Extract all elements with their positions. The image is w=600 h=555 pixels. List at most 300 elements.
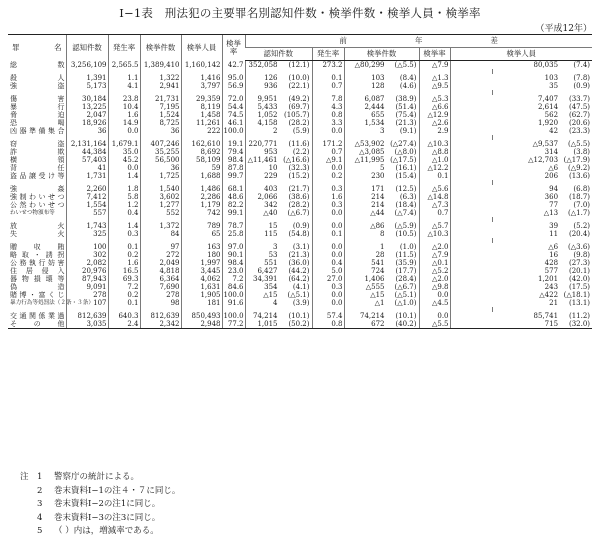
cell-recognized: 812,639 (66, 312, 108, 320)
cell-recognized: 44,384 (66, 148, 108, 156)
cell-recognized: 7,412 (66, 193, 108, 201)
table-row (8, 222, 592, 230)
cell-crime-name: そ の 他 (10, 320, 65, 328)
cell-diff-recognized-pct: (38.6) (288, 193, 310, 201)
cell-diff-cleared (344, 82, 419, 90)
cell-crime-name: 殺 人 (10, 74, 65, 82)
cell-recognized: 13,225 (66, 103, 108, 111)
cell-diff-arrested-pct: (27.3) (568, 259, 591, 267)
cell-diff-arrested (450, 156, 592, 164)
cell-recognized: 18,926 (66, 119, 108, 127)
cell-cleared: 4,818 (140, 267, 181, 275)
cell-cleared: 407,246 (140, 140, 181, 148)
cell-diff-recognized-value: 126 (264, 74, 278, 82)
table-row (8, 259, 592, 267)
cell-arrested: 29,359 (181, 95, 222, 103)
cell-diff-incidence: 4.3 (312, 103, 344, 111)
cell-diff-recognized-pct: (3.1) (292, 243, 310, 251)
cell-crime-name: 交通関係業過 (10, 312, 65, 320)
cell-diff-cleared-value: 8 (380, 230, 385, 238)
cell-clearance-rate: 77.2 (222, 320, 245, 329)
cell-diff-arrested-pct: (18.7) (568, 193, 591, 201)
cell-crime-name: 公然わいせつ (10, 201, 65, 209)
cell-diff-arrested-value: 206 (544, 172, 559, 180)
cell-diff-clearance-rate: △2.0 (419, 243, 450, 251)
header-diff-clearance-rate: 検挙率 (419, 48, 450, 61)
cell-clearance-rate: 23.0 (222, 267, 245, 275)
cell-diff-cleared (344, 111, 419, 119)
cell-diff-cleared-pct: (10.5) (395, 230, 417, 238)
cell-diff-arrested (450, 209, 592, 217)
cell-diff-clearance-rate: △10.3 (419, 230, 450, 238)
cell-diff-incidence: 57.4 (312, 312, 344, 320)
cell-crime-name: わいせつ物頒布等 (10, 210, 55, 216)
cell-diff-clearance-rate: △12.9 (419, 111, 450, 119)
cell-incidence: 1.6 (108, 259, 140, 267)
cell-diff-cleared-pct: (△5.5) (394, 61, 417, 69)
cell-diff-recognized (245, 291, 312, 299)
cell-diff-recognized-value: 9,951 (257, 95, 278, 103)
cell-clearance-rate: 72.0 (222, 95, 245, 103)
cell-cleared: 2,941 (140, 82, 181, 90)
cell-diff-arrested (450, 103, 592, 111)
cell-diff-recognized-value: 4,158 (257, 119, 278, 127)
cell-crime-name: 横 領 (10, 156, 65, 164)
cell-diff-clearance-rate: △2.0 (419, 275, 450, 283)
cell-diff-recognized (245, 222, 312, 230)
header-crime: 罪 名 (8, 35, 66, 61)
table-row (8, 193, 592, 201)
cell-diff-recognized (245, 172, 312, 180)
cell-clearance-rate: 90.1 (222, 251, 245, 259)
cell-incidence: 7.2 (108, 283, 140, 291)
cell-crime-name: 失 火 (10, 230, 65, 238)
cell-clearance-rate: 98.4 (222, 259, 245, 267)
cell-recognized: 3,035 (66, 320, 108, 329)
cell-diff-recognized-value: 4 (273, 299, 278, 307)
table-row (8, 267, 592, 275)
cell-diff-recognized (245, 283, 312, 291)
cell-diff-recognized-pct: (△6.7) (287, 209, 310, 217)
cell-diff-recognized (245, 185, 312, 193)
cell-diff-recognized-pct: (5.9) (292, 127, 310, 135)
cell-diff-recognized-value: 403 (264, 185, 278, 193)
cell-cleared: 1,389,410 (140, 61, 181, 70)
cell-diff-arrested-pct: (△18.1) (563, 291, 591, 299)
cell-diff-arrested-value: 314 (544, 148, 559, 156)
cell-diff-incidence: 0.0 (312, 251, 344, 259)
cell-recognized: 36 (66, 127, 108, 135)
cell-diff-cleared-value: △15 (370, 291, 385, 299)
era-label: （平成12年） (535, 24, 592, 34)
cell-diff-clearance-rate: △1.3 (419, 74, 450, 82)
cell-diff-clearance-rate: △12.2 (419, 164, 450, 172)
cell-arrested: 181 (181, 299, 222, 307)
cell-diff-cleared-value: 214 (371, 193, 385, 201)
cell-diff-clearance-rate: △4.5 (419, 299, 450, 307)
cell-cleared: 2,342 (140, 320, 181, 329)
cell-diff-cleared (344, 267, 419, 275)
cell-diff-cleared-value: △1 (374, 299, 385, 307)
cell-arrested: 742 (181, 209, 222, 217)
cell-incidence: 0.1 (108, 243, 140, 251)
cell-diff-recognized (245, 193, 312, 201)
cell-diff-recognized (245, 119, 312, 127)
cell-diff-arrested-pct: (△1.7) (568, 209, 591, 217)
cell-diff-clearance-rate: △7.3 (419, 201, 450, 209)
cell-arrested: 11,261 (181, 119, 222, 127)
cell-diff-arrested (450, 251, 592, 259)
cell-crime-name: 窃 盗 (10, 140, 65, 148)
cell-diff-recognized-value: 2,066 (257, 193, 278, 201)
table-row (8, 156, 592, 164)
cell-diff-arrested-value: △13 (543, 209, 559, 217)
cell-arrested: 8,692 (181, 148, 222, 156)
cell-diff-recognized-value: △40 (263, 209, 278, 217)
header-cleared: 検挙件数 (140, 35, 181, 61)
cell-clearance-rate: 74.5 (222, 111, 245, 119)
cell-diff-arrested-pct: (△5.5) (568, 140, 591, 148)
header-clearance-rate: 検挙率 (222, 35, 245, 61)
cell-diff-cleared-pct: (△7.4) (394, 209, 417, 217)
table-row (8, 243, 592, 251)
note-item: 注 1 警察庁の統計による。 (20, 472, 140, 482)
cell-clearance-rate: 100.0 (223, 312, 244, 320)
cell-arrested: 3,445 (181, 267, 222, 275)
cell-arrested: 1,160,142 (181, 61, 222, 70)
cell-diff-cleared (344, 127, 419, 135)
cell-diff-recognized (245, 320, 312, 329)
cell-diff-clearance-rate: △7.9 (419, 61, 450, 70)
cell-diff-cleared-pct: (8.4) (399, 74, 417, 82)
cell-diff-arrested-value: △6 (548, 243, 559, 251)
cell-diff-cleared-pct: (10.1) (395, 312, 417, 320)
cell-arrested: 2,948 (181, 320, 222, 329)
table-row (8, 127, 592, 135)
cell-clearance-rate: 56.9 (222, 82, 245, 90)
cell-cleared: 84 (140, 230, 181, 238)
cell-diff-clearance-rate: △5.3 (419, 95, 450, 103)
cell-diff-recognized (245, 74, 312, 82)
cell-diff-cleared-pct: (51.4) (395, 103, 417, 111)
cell-diff-incidence: 0.0 (312, 127, 344, 135)
cell-arrested: 65 (181, 230, 222, 238)
cell-diff-arrested-value: 577 (544, 267, 559, 275)
table-row (8, 74, 592, 82)
cell-diff-arrested (450, 82, 592, 90)
cell-diff-incidence: 0.1 (312, 230, 344, 238)
cell-diff-incidence: 0.0 (312, 291, 344, 299)
cell-arrested: 1,416 (181, 74, 222, 82)
cell-incidence: 1.2 (108, 201, 140, 209)
cell-recognized: 41 (66, 164, 108, 172)
cell-arrested: 162,610 (181, 140, 222, 148)
cell-diff-cleared (344, 259, 419, 267)
cell-crime-name: 放 火 (10, 222, 65, 230)
header-recognized: 認知件数 (66, 35, 108, 61)
cell-diff-cleared-pct: (16.1) (395, 164, 417, 172)
cell-diff-arrested-pct: (42.0) (568, 275, 591, 283)
cell-diff-arrested-pct: (33.7) (568, 95, 591, 103)
cell-diff-cleared (344, 148, 419, 156)
cell-diff-arrested (450, 164, 592, 172)
cell-diff-arrested-value: 39 (549, 222, 559, 230)
cell-cleared: 1,322 (140, 74, 181, 82)
table-body (8, 61, 592, 329)
cell-clearance-rate: 91.6 (222, 299, 245, 307)
cell-diff-arrested (450, 140, 592, 148)
cell-diff-cleared-pct: (35.9) (395, 259, 417, 267)
cell-diff-cleared-value: △44 (370, 209, 385, 217)
cell-diff-incidence: 7.8 (312, 95, 344, 103)
cell-diff-arrested (450, 243, 592, 251)
cell-clearance-rate: 48.6 (222, 193, 245, 201)
cell-incidence: 0.3 (108, 230, 140, 238)
cell-diff-recognized-value: △15 (263, 291, 278, 299)
cell-diff-incidence: △9.1 (312, 156, 344, 164)
cell-diff-cleared (344, 291, 419, 299)
cell-diff-cleared-value: 6,087 (364, 95, 385, 103)
table-row (8, 209, 592, 217)
cell-crime-name: 贈 収 賄 (10, 243, 65, 251)
cell-diff-arrested-value: 77 (549, 201, 559, 209)
cell-diff-cleared (344, 95, 419, 103)
cell-diff-arrested (450, 259, 592, 267)
note-item: 5 （ ）内は，増減率である。 (20, 526, 159, 536)
cell-recognized: 557 (66, 209, 108, 217)
cell-diff-recognized (245, 312, 312, 320)
cell-clearance-rate: 46.1 (222, 119, 245, 127)
cell-diff-cleared-value: 5 (380, 164, 385, 172)
cell-diff-cleared (344, 119, 419, 127)
table-row (8, 82, 592, 90)
cell-crime-name: 暴 行 (10, 103, 65, 111)
cell-recognized: 2,131,164 (66, 140, 108, 148)
cell-clearance-rate: 79.4 (222, 148, 245, 156)
cell-diff-recognized-value: 10 (268, 164, 278, 172)
cell-diff-cleared-value: 28 (375, 251, 385, 259)
cell-diff-recognized-value: 2 (273, 127, 278, 135)
cell-diff-cleared-pct: (△6.7) (394, 283, 417, 291)
cell-incidence: 4.1 (108, 82, 140, 90)
header-diff-arrested: 検挙人員 (450, 48, 592, 61)
cell-clearance-rate: 7.2 (222, 275, 245, 283)
cell-diff-recognized-value: 53 (268, 251, 278, 259)
cell-diff-cleared-pct: (△8.0) (394, 148, 417, 156)
cell-diff-recognized-value: 220,771 (248, 140, 278, 148)
cell-diff-arrested-pct: (△3.6) (568, 243, 591, 251)
cell-diff-recognized-pct: (69.7) (288, 103, 310, 111)
cell-diff-recognized (245, 111, 312, 119)
cell-cleared: 552 (140, 209, 181, 217)
cell-diff-arrested-pct: (7.0) (573, 201, 591, 209)
cell-diff-arrested-pct: (17.5) (568, 283, 591, 291)
cell-diff-incidence: 0.0 (312, 222, 344, 230)
cell-diff-arrested-value: △6 (548, 164, 559, 172)
cell-arrested: 850,493 (181, 312, 222, 320)
cell-diff-cleared (344, 185, 419, 193)
cell-diff-cleared-pct: (28.4) (395, 275, 417, 283)
cell-diff-recognized (245, 61, 312, 70)
cell-diff-clearance-rate: △7.9 (419, 251, 450, 259)
cell-diff-arrested-value: △12,703 (528, 156, 559, 164)
cell-diff-cleared-pct: (40.2) (395, 320, 417, 328)
cell-diff-clearance-rate: △14.8 (419, 193, 450, 201)
cell-crime-name: 略取・誘拐 (10, 251, 65, 259)
cell-recognized: 1,743 (66, 222, 108, 230)
cell-diff-cleared-value: 103 (371, 74, 385, 82)
cell-diff-arrested-value: △422 (539, 291, 559, 299)
cell-diff-arrested-value: 94 (549, 185, 559, 193)
cell-diff-clearance-rate: △1.0 (419, 156, 450, 164)
cell-cleared: 7,690 (140, 283, 181, 291)
cell-diff-arrested-value: 2,614 (537, 103, 559, 111)
cell-diff-recognized-pct: (△5.1) (287, 291, 310, 299)
cell-diff-arrested-pct: (20.1) (568, 267, 591, 275)
cell-diff-clearance-rate: △5.6 (419, 185, 450, 193)
cell-diff-arrested-value: 21 (549, 299, 559, 307)
cell-diff-recognized-value: 6,427 (257, 267, 278, 275)
cell-diff-arrested (450, 148, 592, 156)
table-row (8, 164, 592, 172)
cell-diff-recognized-value: 551 (264, 259, 278, 267)
cell-diff-recognized-pct: (12.1) (288, 61, 310, 69)
cell-diff-arrested-value: 715 (544, 320, 559, 328)
cell-diff-recognized-value: 1,015 (257, 320, 278, 328)
cell-diff-arrested (450, 111, 592, 119)
cell-incidence: 2,565.5 (108, 61, 140, 70)
cell-incidence: 2.4 (108, 320, 140, 329)
table-row (8, 299, 592, 307)
cell-diff-recognized-pct: (10.1) (288, 312, 310, 320)
cell-clearance-rate: 42.7 (222, 61, 245, 70)
cell-diff-cleared-value: △11,995 (354, 156, 385, 164)
cell-cleared: 36 (140, 127, 181, 135)
cell-diff-cleared (344, 103, 419, 111)
cell-diff-arrested (450, 299, 592, 307)
cell-incidence: 14.9 (108, 119, 140, 127)
cell-diff-recognized (245, 156, 312, 164)
cell-arrested: 1,997 (181, 259, 222, 267)
cell-diff-cleared-pct: (38.9) (395, 95, 417, 103)
cell-diff-cleared-pct: (1.0) (399, 243, 417, 251)
cell-incidence: 10.4 (108, 103, 140, 111)
cell-incidence: 5.8 (108, 193, 140, 201)
cell-diff-recognized (245, 299, 312, 307)
cell-cleared: 97 (140, 243, 181, 251)
cell-crime-name: 詐 欺 (10, 148, 65, 156)
cell-diff-arrested-pct: (23.3) (568, 127, 591, 135)
cell-incidence: 640.3 (108, 312, 140, 320)
cell-diff-cleared (344, 74, 419, 82)
cell-arrested: 180 (181, 251, 222, 259)
cell-cleared: 98 (140, 299, 181, 307)
cell-diff-arrested-value: 428 (544, 259, 559, 267)
cell-cleared: 56,500 (140, 156, 181, 164)
cell-cleared: 272 (140, 251, 181, 259)
table-row (8, 148, 592, 156)
cell-clearance-rate: 100.0 (223, 127, 244, 135)
cell-diff-arrested (450, 74, 592, 82)
cell-arrested: 1,905 (181, 291, 222, 299)
cell-cleared: 812,639 (140, 312, 181, 320)
cell-diff-cleared (344, 140, 419, 148)
cell-crime-name: 傷 害 (10, 95, 65, 103)
cell-diff-arrested-pct: (13.6) (568, 172, 591, 180)
cell-diff-arrested-pct: (6.8) (573, 185, 591, 193)
cell-diff-cleared-value: 230 (371, 172, 385, 180)
table-row (8, 201, 592, 209)
cell-diff-cleared-pct: (△17.5) (390, 156, 417, 164)
header-arrested: 検挙人員 (181, 35, 222, 61)
cell-diff-recognized-pct: (10.0) (288, 74, 310, 82)
cell-diff-cleared (344, 172, 419, 180)
cell-diff-recognized-value: 115 (264, 230, 278, 238)
cell-diff-clearance-rate: △2.6 (419, 119, 450, 127)
cell-diff-clearance-rate: △8.8 (419, 148, 450, 156)
cell-diff-recognized-value: 34,391 (253, 275, 278, 283)
table-row (8, 103, 592, 111)
cell-clearance-rate: 95.0 (222, 74, 245, 82)
cell-incidence: 69.3 (108, 275, 140, 283)
cell-diff-recognized (245, 82, 312, 90)
cell-incidence: 35.0 (108, 148, 140, 156)
cell-diff-recognized (245, 103, 312, 111)
cell-recognized: 302 (66, 251, 108, 259)
cell-diff-clearance-rate: △6.6 (419, 103, 450, 111)
cell-diff-recognized (245, 140, 312, 148)
cell-diff-incidence: 27.0 (312, 275, 344, 283)
cell-diff-cleared (344, 275, 419, 283)
cell-diff-cleared-pct: (△27.4) (390, 140, 417, 148)
cell-diff-recognized-value: 5,433 (257, 103, 278, 111)
cell-arrested: 789 (181, 222, 222, 230)
cell-diff-recognized-pct: (105.7) (283, 111, 310, 119)
cell-diff-incidence: 0.0 (312, 243, 344, 251)
cell-diff-incidence: 171.2 (312, 140, 344, 148)
cell-crime-name: 盗品譲受け等 (10, 172, 65, 180)
cell-diff-recognized-pct: (50.2) (288, 320, 310, 328)
cell-clearance-rate: 99.1 (222, 209, 245, 217)
cell-recognized: 278 (66, 291, 108, 299)
cell-diff-cleared-pct: (75.4) (395, 111, 417, 119)
cell-diff-recognized-value: 342 (264, 201, 278, 209)
cell-arrested: 59 (181, 164, 222, 172)
cell-diff-arrested-pct: (13.1) (568, 299, 591, 307)
cell-diff-recognized-pct: (2.2) (292, 148, 310, 156)
cell-diff-incidence: 3.3 (312, 119, 344, 127)
cell-crime-name: 凶器準備集合 (10, 127, 65, 135)
cell-diff-cleared-value: 672 (371, 320, 385, 328)
cell-diff-clearance-rate: 0.1 (419, 172, 450, 180)
cell-diff-recognized-pct: (64.2) (288, 275, 310, 283)
cell-diff-clearance-rate: △5.7 (419, 222, 450, 230)
cell-diff-arrested (450, 185, 592, 193)
cell-diff-recognized (245, 267, 312, 275)
table-row (8, 172, 592, 180)
cell-diff-cleared (344, 299, 419, 307)
cell-arrested: 1,458 (181, 111, 222, 119)
cell-diff-cleared-value: 541 (371, 259, 385, 267)
cell-diff-recognized-pct: (49.2) (288, 95, 310, 103)
cell-diff-recognized-pct: (28.2) (288, 201, 310, 209)
cell-recognized: 1,554 (66, 201, 108, 209)
cell-diff-arrested-value: 80,035 (533, 61, 559, 69)
cell-diff-incidence: 0.4 (312, 259, 344, 267)
cell-diff-cleared-value: 2,444 (364, 103, 385, 111)
cell-diff-arrested-pct: (20.6) (568, 119, 591, 127)
cell-diff-recognized-value: 1,052 (257, 111, 278, 119)
